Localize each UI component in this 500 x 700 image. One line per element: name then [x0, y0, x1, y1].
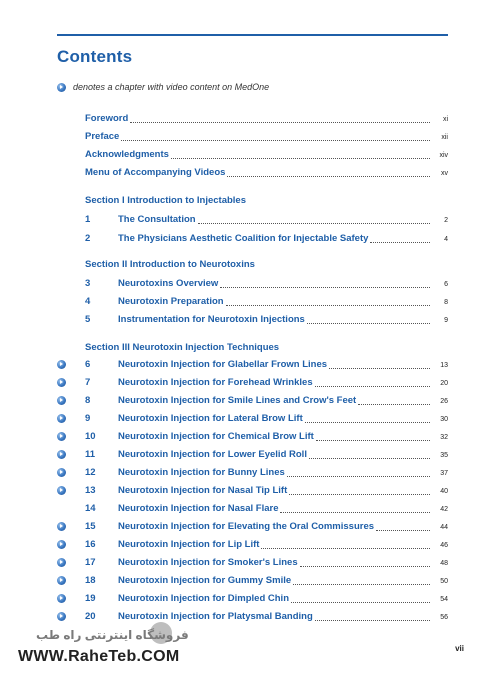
- chapter-title: Neurotoxin Injection for Forehead Wrinkles: [118, 377, 313, 388]
- toc-entry[interactable]: [0, 358, 500, 372]
- toc-entry-body: [118, 574, 433, 588]
- video-play-icon: [57, 612, 66, 621]
- video-play-icon: [57, 396, 66, 405]
- page-ref: 4: [444, 236, 448, 243]
- toc-entry[interactable]: [0, 213, 500, 227]
- dot-leader: [293, 584, 430, 585]
- chapter-title: Menu of Accompanying Videos: [85, 167, 226, 178]
- toc-entry-body: [118, 394, 433, 408]
- watermark-url: WWW.RaheTeb.COM: [18, 648, 180, 665]
- chapter-number: 16: [85, 539, 96, 550]
- page-ref: 44: [440, 524, 448, 531]
- toc-entry-body: [118, 466, 433, 480]
- dot-leader: [291, 602, 430, 603]
- chapter-number: 11: [85, 449, 96, 460]
- toc-entry-body: [85, 130, 433, 144]
- chapter-title: Instrumentation for Neurotoxin Injections: [118, 314, 305, 325]
- page-ref: 40: [440, 488, 448, 495]
- toc-entry[interactable]: [0, 376, 500, 390]
- dot-leader: [307, 323, 430, 324]
- chapter-number: 17: [85, 557, 96, 568]
- video-play-icon: [57, 83, 66, 92]
- toc-entry[interactable]: [0, 556, 500, 570]
- page-number: vii: [455, 644, 464, 653]
- chapter-number: 1: [85, 214, 91, 225]
- chapter-title: Neurotoxin Injection for Elevating the Oral Commissures: [118, 521, 375, 532]
- toc-entry[interactable]: [0, 466, 500, 480]
- chapter-title: Neurotoxin Injection for Gummy Smile: [118, 575, 292, 586]
- page-ref: 54: [440, 596, 448, 603]
- dot-leader: [280, 512, 430, 513]
- toc-entry[interactable]: [0, 502, 500, 516]
- chapter-title: Neurotoxin Injection for Lower Eyelid Roll: [118, 449, 307, 460]
- dot-leader: [171, 158, 430, 159]
- dot-leader: [289, 494, 430, 495]
- toc-entry-body: [118, 592, 433, 606]
- page-ref: 50: [440, 578, 448, 585]
- dot-leader: [261, 548, 430, 549]
- page-ref: 2: [444, 217, 448, 224]
- toc-entry-body: [118, 295, 433, 309]
- video-play-icon: [57, 414, 66, 423]
- watermark-store-name: فروشگاه اینترنتی راه طب: [36, 628, 189, 642]
- page-ref: 42: [440, 506, 448, 513]
- chapter-title: Neurotoxin Injection for Glabellar Frown Lines: [118, 359, 328, 370]
- video-play-icon: [57, 468, 66, 477]
- page-ref: 9: [444, 317, 448, 324]
- chapter-number: 6: [85, 359, 91, 370]
- dot-leader: [316, 440, 430, 441]
- video-play-icon: [57, 486, 66, 495]
- page-ref: 20: [440, 380, 448, 387]
- page-ref: 48: [440, 560, 448, 567]
- page-ref: 46: [440, 542, 448, 549]
- page-ref: 30: [440, 416, 448, 423]
- chapter-number: 20: [85, 611, 96, 622]
- video-play-icon: [57, 450, 66, 459]
- dot-leader: [226, 305, 430, 306]
- toc-entry[interactable]: [0, 313, 500, 327]
- toc-entry[interactable]: [0, 538, 500, 552]
- toc-entry[interactable]: [0, 484, 500, 498]
- chapter-title: Neurotoxin Injection for Smile Lines and Crow's Feet: [118, 395, 357, 406]
- toc-entry-body: [118, 313, 433, 327]
- section-heading: Section III Neurotoxin Injection Techniques: [85, 342, 280, 353]
- chapter-title: Neurotoxin Injection for Smoker's Lines: [118, 557, 298, 568]
- page-ref: 35: [440, 452, 448, 459]
- toc-entry-body: [118, 376, 433, 390]
- dot-leader: [220, 287, 430, 288]
- chapter-number: 5: [85, 314, 91, 325]
- page-ref: xv: [441, 170, 448, 177]
- chapter-number: 19: [85, 593, 96, 604]
- watermark: [4, 622, 234, 670]
- video-play-icon: [57, 576, 66, 585]
- chapter-title: Neurotoxin Injection for Dimpled Chin: [118, 593, 289, 604]
- toc-entry-body: [118, 430, 433, 444]
- page-ref: 8: [444, 299, 448, 306]
- chapter-title: Neurotoxin Injection for Lip Lift: [118, 539, 260, 550]
- toc-entry-body: [118, 277, 433, 291]
- toc-entry[interactable]: [0, 295, 500, 309]
- page-ref: 26: [440, 398, 448, 405]
- chapter-number: 18: [85, 575, 96, 586]
- chapter-number: 12: [85, 467, 96, 478]
- toc-entry[interactable]: [0, 148, 500, 162]
- toc-entry-body: [85, 112, 433, 126]
- page-ref: 13: [440, 362, 448, 369]
- video-play-icon: [57, 594, 66, 603]
- chapter-title: Preface: [85, 131, 120, 142]
- chapter-number: 7: [85, 377, 91, 388]
- chapter-title: Neurotoxin Injection for Lateral Brow Lift: [118, 413, 303, 424]
- toc-entry-body: [118, 556, 433, 570]
- legend-text: denotes a chapter with video content on MedOne: [73, 82, 270, 92]
- video-play-icon: [57, 432, 66, 441]
- dot-leader: [315, 620, 430, 621]
- chapter-title: Neurotoxin Injection for Bunny Lines: [118, 467, 285, 478]
- chapter-number: 15: [85, 521, 96, 532]
- page-ref: xiv: [439, 152, 448, 159]
- toc-entry[interactable]: [0, 166, 500, 180]
- toc-entry-body: [85, 166, 433, 180]
- dot-leader: [121, 140, 430, 141]
- toc-entry[interactable]: [0, 130, 500, 144]
- toc-entry[interactable]: [0, 448, 500, 462]
- chapter-title: Neurotoxin Preparation: [118, 296, 224, 307]
- dot-leader: [198, 223, 430, 224]
- section-heading: Section II Introduction to Neurotoxins: [85, 259, 255, 270]
- toc-entry-body: [118, 538, 433, 552]
- chapter-number: 3: [85, 278, 91, 289]
- toc-entry[interactable]: [0, 430, 500, 444]
- dot-leader: [315, 386, 430, 387]
- toc-entry[interactable]: [0, 520, 500, 534]
- chapter-title: The Consultation: [118, 214, 196, 225]
- toc-entry[interactable]: [0, 592, 500, 606]
- toc-entry-body: [118, 520, 433, 534]
- chapter-title: Acknowledgments: [85, 149, 169, 160]
- dot-leader: [130, 122, 430, 123]
- toc-entry-body: [118, 358, 433, 372]
- chapter-title: Neurotoxin Injection for Platysmal Banding: [118, 611, 313, 622]
- video-play-icon: [57, 360, 66, 369]
- chapter-title: The Physicians Aesthetic Coalition for Injectable Safety: [118, 233, 369, 244]
- toc-entry-body: [118, 502, 433, 516]
- chapter-title: Neurotoxins Overview: [118, 278, 219, 289]
- toc-entry[interactable]: [0, 232, 500, 246]
- chapter-number: 14: [85, 503, 96, 514]
- page-ref: 37: [440, 470, 448, 477]
- video-play-icon: [57, 522, 66, 531]
- page-title: Contents: [57, 47, 133, 66]
- chapter-title: Neurotoxin Injection for Nasal Tip Lift: [118, 485, 288, 496]
- dot-leader: [227, 176, 430, 177]
- page-ref: 56: [440, 614, 448, 621]
- dot-leader: [358, 404, 430, 405]
- toc-entry[interactable]: [0, 412, 500, 426]
- toc-entry-body: [118, 412, 433, 426]
- dot-leader: [309, 458, 430, 459]
- dot-leader: [305, 422, 430, 423]
- video-play-icon: [57, 540, 66, 549]
- chapter-number: 8: [85, 395, 91, 406]
- top-rule: [57, 34, 448, 36]
- chapter-number: 4: [85, 296, 91, 307]
- dot-leader: [329, 368, 430, 369]
- page-ref: xii: [441, 134, 448, 141]
- toc-entry-body: [118, 484, 433, 498]
- chapter-number: 13: [85, 485, 96, 496]
- toc-entry-body: [118, 232, 433, 246]
- section-heading: Section I Introduction to Injectables: [85, 195, 246, 206]
- dot-leader: [300, 566, 430, 567]
- toc-entry-body: [118, 213, 433, 227]
- dot-leader: [376, 530, 430, 531]
- toc-entry-body: [85, 148, 433, 162]
- chapter-number: 9: [85, 413, 91, 424]
- dot-leader: [370, 242, 430, 243]
- toc-entry[interactable]: [0, 394, 500, 408]
- page-ref: xi: [442, 116, 448, 123]
- dot-leader: [287, 476, 430, 477]
- video-legend: [57, 80, 269, 94]
- chapter-title: Neurotoxin Injection for Nasal Flare: [118, 503, 279, 514]
- chapter-number: 2: [85, 233, 91, 244]
- chapter-title: Neurotoxin Injection for Chemical Brow Lift: [118, 431, 314, 442]
- toc-entry[interactable]: [0, 277, 500, 291]
- chapter-number: 10: [85, 431, 96, 442]
- toc-entry[interactable]: [0, 112, 500, 126]
- toc-entry-body: [118, 448, 433, 462]
- video-play-icon: [57, 558, 66, 567]
- page-ref: 6: [444, 281, 448, 288]
- chapter-title: Foreword: [85, 113, 129, 124]
- toc-entry[interactable]: [0, 574, 500, 588]
- page-ref: 32: [440, 434, 448, 441]
- video-play-icon: [57, 378, 66, 387]
